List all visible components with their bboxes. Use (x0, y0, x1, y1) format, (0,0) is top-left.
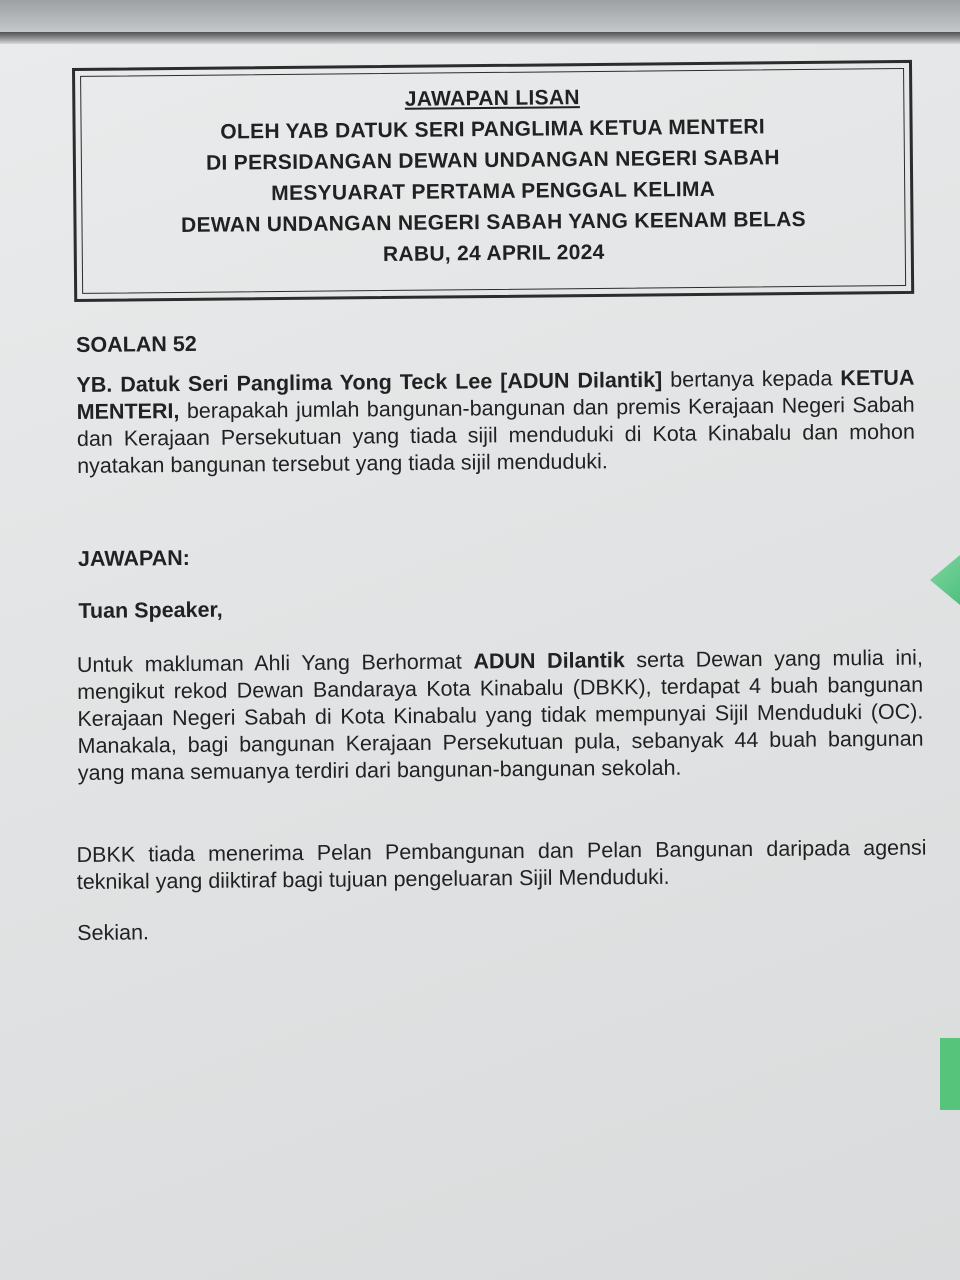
question-text-1: bertanya kepada (662, 366, 841, 392)
header-box (72, 60, 914, 302)
closing-text: Sekian. (77, 920, 150, 945)
green-tab-marker-2 (940, 1038, 960, 1110)
header-title: JAWAPAN LISAN (404, 86, 580, 111)
answer-paragraph-2: DBKK tiada menerima Pelan Pembangunan dan Pelan Bangunan daripada agensi teknikal yang diiktiraf bagi tujuan pengeluaran Sijil Menduduki. (76, 835, 927, 894)
document-body (72, 325, 927, 945)
question-number: SOALAN 52 (76, 331, 197, 357)
question-text-2: berapakah jumlah bangunan-bangunan dan premis Kerajaan Negeri Sabah dan Kerajaan Persekutuan yang tiada sijil menduduki di Kota Kinabalu dan mohon nyatakan bangunan tersebut yang tiada sijil menduduki. (76, 392, 916, 478)
paper-fold-edge (0, 32, 960, 44)
header-line-2: DI PERSIDANGAN DEWAN UNDANGAN NEGERI SABAH (205, 146, 780, 175)
header-inner-frame (80, 68, 906, 294)
answer-salutation: Tuan Speaker, (78, 597, 223, 623)
answer-paragraph-1 (77, 645, 924, 787)
header-line-3: MESYUARAT PERTAMA PENGGAL KELIMA (271, 177, 716, 206)
header-line-4: DEWAN UNDANGAN NEGERI SABAH YANG KEENAM BELAS (180, 207, 807, 237)
question-paragraph (76, 365, 915, 480)
header-line-1: OLEH YAB DATUK SERI PANGLIMA KETUA MENTERI (220, 115, 766, 144)
question-recipient: KETUA MENTERI, (76, 365, 915, 424)
answer-p1-start: Untuk makluman Ahli Yang Berhormat (76, 649, 474, 677)
question-asker: YB. Datuk Seri Panglima Yong Teck Lee [ADUN Dilantik] (76, 367, 663, 397)
answer-p1-rest: serta Dewan yang mulia ini, mengikut rekod Dewan Bandaraya Kota Kinabalu (DBKK), terdapat 4 buah bangunan Kerajaan Negeri Sabah di Kota Kinabalu yang tidak mempunyai Sijil Menduduki (OC). Manakala, bagi bangunan Kerajaan Persekutuan pula, sebanyak 44 buah bangunan yang mana semuanya terdiri dari bangunan-bangunan sekolah. (77, 645, 924, 785)
header-date: RABU, 24 APRIL 2024 (382, 240, 605, 267)
answer-heading: JAWAPAN: (77, 545, 190, 571)
document-page (0, 44, 960, 1280)
answer-p1-bold: ADUN Dilantik (473, 648, 625, 674)
